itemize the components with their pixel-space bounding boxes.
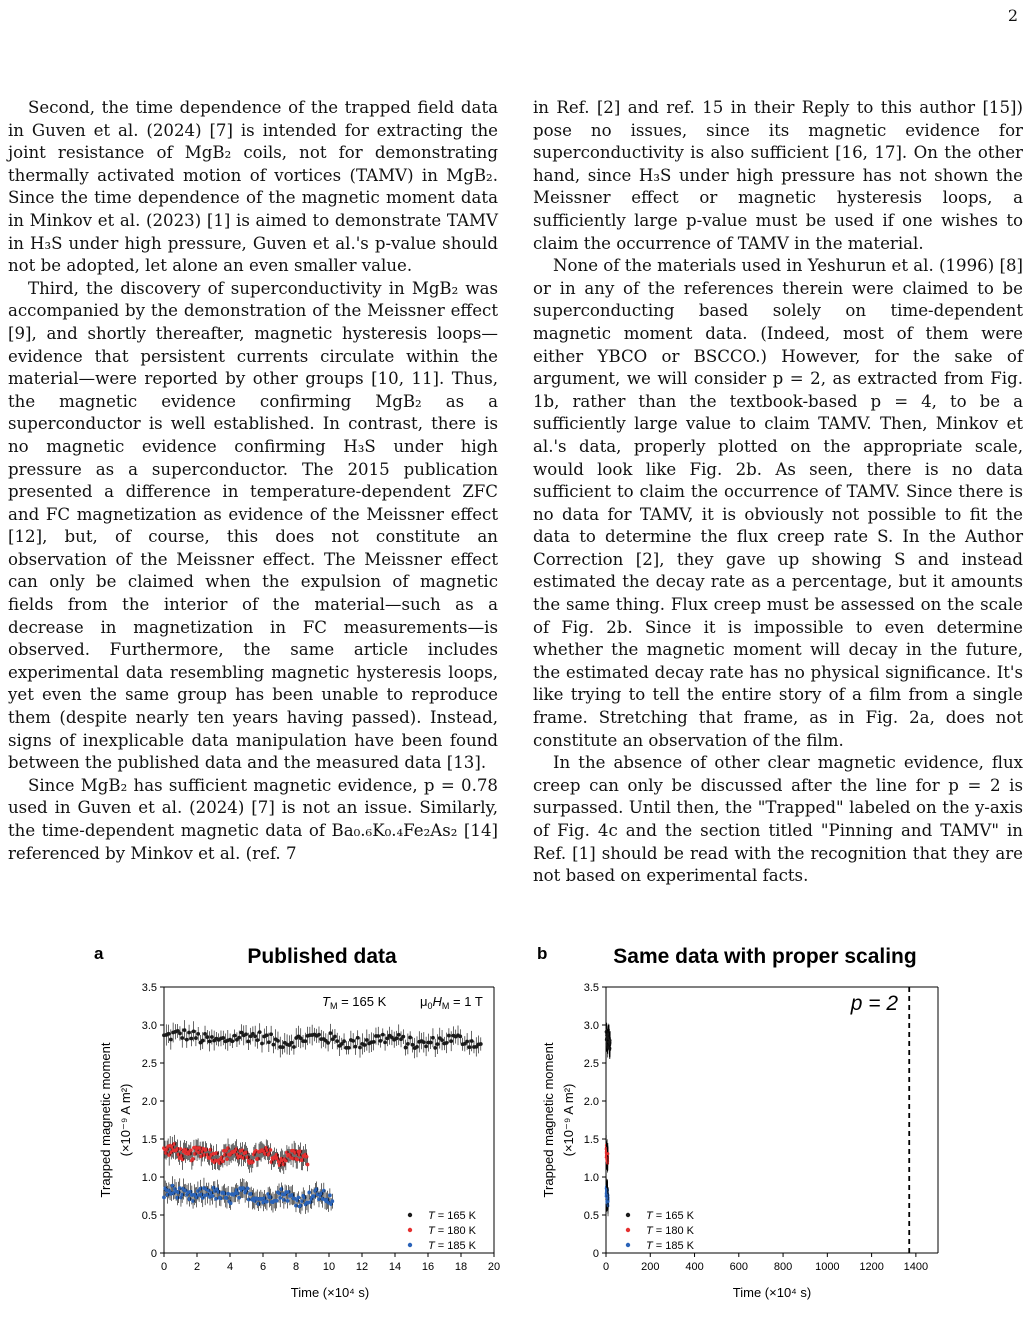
data-point <box>169 1038 173 1042</box>
data-point <box>269 1032 273 1036</box>
left-text-column <box>8 97 498 865</box>
data-point <box>422 1040 426 1044</box>
data-point <box>275 1199 279 1203</box>
data-point <box>397 1033 401 1037</box>
series-1 <box>605 1135 610 1173</box>
data-point <box>205 1035 209 1039</box>
data-point <box>431 1036 435 1040</box>
legend-marker <box>408 1243 412 1247</box>
data-point <box>246 1039 250 1043</box>
y-tick-label: 0 <box>150 1248 157 1260</box>
data-point <box>342 1039 346 1043</box>
data-point <box>268 1148 272 1152</box>
y-tick-label: 2.5 <box>141 1058 157 1070</box>
data-point <box>290 1041 294 1045</box>
data-point <box>607 1152 610 1155</box>
legend-marker <box>626 1228 630 1232</box>
data-point <box>196 1032 200 1036</box>
data-point <box>230 1039 234 1043</box>
legend-marker <box>626 1213 630 1217</box>
paragraph: None of the materials used in Yeshurun et al. (1996) [8] or in any of the references therein were claimed to be superconducting based solely on time-dependent magnetic moment data. (Indeed, most of them were either YBCO or BSCCO.) However, for the sake of argument, we will consider p = 2, as extracted from Fig. 1b, rather than the textbook-based p = 4, to be a sufficiently large value to claim TAMV. Then, Minkov et al.'s data, properly plotted on the appropriate scale, would look like Fig. 2b. As seen, there is no data sufficient to claim the occurrence of TAMV. Since there is no data for TAMV, it is obviously not possible to fit the data to determine the flux creep rate S. In the Author Correction [2], they gave up showing S and instead estimated the decay rate as a percentage, but it amounts the same thing. Flux creep must be assessed on the scale of Fig. 2b. Since it is impossible to even determine whether the magnetic moment will decay in the future, the estimated decay rate has no physical significance. It's like trying to tell the entire story of a film from a single frame. Stretching that frame, as in Fig. 2a, does not constitute an observation of the film. <box>533 256 1023 750</box>
data-point <box>404 1046 408 1050</box>
x-tick-label: 14 <box>388 1261 402 1273</box>
legend-label: T = 165 K <box>428 1210 477 1222</box>
data-point <box>208 1156 212 1160</box>
data-point <box>260 1042 264 1046</box>
data-point <box>347 1046 351 1050</box>
y-tick-label: 1.5 <box>141 1134 157 1146</box>
series-0 <box>162 1020 483 1058</box>
page-number: 2 <box>1007 6 1018 25</box>
data-point <box>306 1163 310 1167</box>
panel-a-ylabel-1: Trapped magnetic moment <box>98 1042 113 1198</box>
y-tick-label: 3.5 <box>141 982 157 994</box>
data-point <box>607 1200 610 1203</box>
data-point <box>436 1042 440 1046</box>
panel-a-ylabel-2: (×10⁻⁹ A m²) <box>118 1083 133 1157</box>
data-point <box>424 1045 428 1049</box>
data-point <box>383 1040 387 1044</box>
data-point <box>244 1032 248 1036</box>
right-text-column <box>533 97 1023 888</box>
x-tick-label: 8 <box>292 1261 300 1273</box>
data-point <box>445 1041 449 1045</box>
data-point <box>358 1046 362 1050</box>
data-point <box>415 1045 419 1049</box>
data-point <box>307 1191 311 1195</box>
data-point <box>265 1033 269 1037</box>
y-tick-label: 0.5 <box>583 1210 599 1222</box>
y-tick-label: 2.0 <box>583 1096 599 1108</box>
data-point <box>221 1036 225 1040</box>
x-tick-label: 0 <box>160 1261 168 1273</box>
data-point <box>333 1035 337 1039</box>
data-point <box>479 1042 483 1046</box>
data-point <box>609 1039 612 1042</box>
x-tick-label: 12 <box>355 1261 369 1273</box>
data-point <box>185 1038 189 1042</box>
data-point <box>276 1039 280 1043</box>
paragraph: Second, the time dependence of the trapped field data in Guven et al. (2024) [7] is intended for extracting the joint resistance of MgB₂ coils, not for demonstrating thermally activated motion of vortices (TAMV) in MgB₂. Since the time dependence of the magnetic moment data in Minkov et al. (2023) [1] is aimed to demonstrate TAMV in H₃S under high pressure, Guven et al.'s p-value should not be adopted, let alone an even smaller value. <box>8 98 498 276</box>
y-tick-label: 2.0 <box>141 1096 157 1108</box>
data-point <box>429 1041 433 1045</box>
data-point <box>246 1186 250 1190</box>
data-point <box>317 1033 321 1037</box>
data-point <box>303 1039 307 1043</box>
data-point <box>203 1032 207 1036</box>
panel-b-letter: b <box>537 944 548 963</box>
x-tick-label: 6 <box>259 1261 267 1273</box>
panel-b-ylabel-1: Trapped magnetic moment <box>541 1042 556 1198</box>
legend-marker <box>408 1228 412 1232</box>
panel-a-title: Published data <box>247 945 397 968</box>
data-point <box>356 1036 360 1040</box>
x-tick-label: 20 <box>487 1261 501 1273</box>
data-point <box>381 1033 385 1037</box>
data-point <box>225 1157 229 1161</box>
legend-label: T = 185 K <box>428 1240 477 1252</box>
legend-marker <box>626 1243 630 1247</box>
x-tick-label: 4 <box>226 1261 234 1273</box>
x-tick-label: 0 <box>602 1261 610 1273</box>
data-point <box>372 1040 376 1044</box>
paragraph: In the absence of other clear magnetic evidence, flux creep can only be discussed after the line for p = 2 is surpassed. Until then, the "Trapped" labeled on the y-axis of Fig. 4c and the section titled "Pinning and TAMV" in Ref. [1] should be read with the recognition that they are not based on experimental facts. <box>533 753 1023 886</box>
legend-label: T = 165 K <box>646 1210 695 1222</box>
data-point <box>267 1040 271 1044</box>
data-point <box>363 1043 367 1047</box>
data-point <box>401 1035 405 1039</box>
data-point <box>330 1199 334 1203</box>
legend-label: T = 185 K <box>646 1240 695 1252</box>
data-point <box>470 1039 474 1043</box>
data-point <box>468 1045 472 1049</box>
data-point <box>296 1196 300 1200</box>
x-tick-label: 400 <box>685 1261 704 1273</box>
data-point <box>328 1193 332 1197</box>
x-tick-label: 1000 <box>815 1261 840 1273</box>
panel-b-plot <box>584 982 938 1273</box>
panel-a-xlabel: Time (×10⁴ s) <box>290 1285 370 1300</box>
y-tick-label: 0 <box>592 1248 599 1260</box>
legend <box>408 1210 477 1252</box>
data-point <box>258 1030 262 1034</box>
x-tick-label: 800 <box>773 1261 793 1273</box>
data-point <box>237 1036 241 1040</box>
series-2 <box>162 1176 334 1214</box>
data-point <box>406 1042 410 1046</box>
panel-b-ylabel-2: (×10⁻⁹ A m²) <box>561 1083 576 1157</box>
data-point <box>180 1036 184 1040</box>
x-tick-label: 200 <box>641 1261 660 1273</box>
data-point <box>395 1036 399 1040</box>
data-point <box>211 1194 215 1198</box>
y-tick-label: 3.0 <box>141 1020 157 1032</box>
y-tick-label: 1.0 <box>141 1172 157 1184</box>
panel-a-letter: a <box>94 944 104 963</box>
figure-2 <box>0 930 1030 1310</box>
data-point <box>365 1038 369 1042</box>
panel-a-plot <box>142 982 500 1273</box>
data-point <box>162 1196 166 1200</box>
data-point <box>326 1041 330 1045</box>
panel-b-title: Same data with proper scaling <box>613 945 917 968</box>
data-point <box>191 1157 195 1161</box>
data-point <box>229 1201 233 1205</box>
paragraph: in Ref. [2] and ref. 15 in their Reply to this author [15]) pose no issues, since its magnetic evidence for superconductivity is also sufficient [16, 17]. On the other hand, since H₃S under high pressure has not shown the Meissner effect or magnetic hysteresis loops, a sufficiently large p-value must be used if one wishes to claim the occurrence of TAMV in the material. <box>533 98 1023 253</box>
data-point <box>376 1034 380 1038</box>
panel-b-p-label: p = 2 <box>850 992 898 1015</box>
y-tick-label: 3.0 <box>583 1020 599 1032</box>
x-tick-label: 2 <box>193 1261 201 1273</box>
data-point <box>256 1038 260 1042</box>
data-point <box>379 1039 383 1043</box>
data-point <box>335 1039 339 1043</box>
x-tick-label: 1200 <box>859 1261 884 1273</box>
data-point <box>328 1031 332 1035</box>
series-2 <box>605 1178 610 1216</box>
data-point <box>221 1159 225 1163</box>
data-point <box>465 1040 469 1044</box>
data-point <box>194 1036 198 1040</box>
data-point <box>286 1199 290 1203</box>
legend-label: T = 180 K <box>428 1225 477 1237</box>
paragraph: Since MgB₂ has sufficient magnetic evidence, p = 0.78 used in Guven et al. (2024) [7] is not an issue. Similarly, the time-dependent magnetic data of Ba₀.₆K₀.₄Fe₂As₂ [14] referenced by Minkov et al. (ref. 7 <box>8 775 498 863</box>
legend <box>626 1210 695 1252</box>
data-point <box>408 1036 412 1040</box>
data-point <box>192 1029 196 1033</box>
data-point <box>411 1043 415 1047</box>
data-point <box>201 1039 205 1043</box>
data-point <box>253 1034 257 1038</box>
x-tick-label: 18 <box>454 1261 468 1273</box>
data-point <box>178 1032 182 1036</box>
y-tick-label: 0.5 <box>141 1210 157 1222</box>
data-point <box>354 1045 358 1049</box>
data-point <box>271 1043 275 1047</box>
data-point <box>292 1045 296 1049</box>
x-tick-label: 16 <box>421 1261 435 1273</box>
data-point <box>278 1196 282 1200</box>
series-1 <box>162 1135 309 1174</box>
panel-b-xlabel: Time (×10⁴ s) <box>732 1285 812 1300</box>
data-point <box>281 1045 285 1049</box>
y-tick-label: 1.0 <box>583 1172 599 1184</box>
data-point <box>183 1028 187 1032</box>
panel-a-annotation-h: $\mu_0H_M = 1$ T <box>420 994 483 1011</box>
y-tick-label: 3.5 <box>583 982 599 994</box>
data-point <box>458 1034 462 1038</box>
paragraph: Third, the discovery of superconductivity in MgB₂ was accompanied by the demonstration of the Meissner effect [9], and shortly thereafter, magnetic hysteresis loops—evidence that persistent currents circulate within the material—were reported by other groups [10, 11]. Thus, the magnetic evidence confirming MgB₂ as a superconductor is well established. In contrast, there is no magnetic evidence confirming H₃S under high pressure as a superconductor. The 2015 publication presented a difference in temperature-dependent ZFC and FC magnetization as evidence of the Meissner effect [12], but, of course, this does not constitute an observation of the Meissner effect. The Meissner effect can only be claimed when the expulsion of magnetic fields from the interior of the material—such as a decrease in magnetization in FC measurements—is observed. Furthermore, the same article includes experimental data resembling magnetic hysteresis loops, yet even the same group has been unable to reproduce them (despite nearly ten years having passed). Instead, signs of inexplicable data manipulation have been found between the published data and the measured data [13]. <box>8 278 498 773</box>
legend-label: T = 180 K <box>646 1225 695 1237</box>
data-point <box>233 1034 237 1038</box>
data-point <box>210 1035 214 1039</box>
data-point <box>208 1039 212 1043</box>
panel-a-annotation-t: $T_M = 165$ K <box>322 994 387 1011</box>
data-point <box>440 1038 444 1042</box>
data-point <box>187 1031 191 1035</box>
data-point <box>447 1034 451 1038</box>
x-tick-label: 10 <box>322 1261 336 1273</box>
data-point <box>433 1046 437 1050</box>
y-tick-label: 2.5 <box>583 1058 599 1070</box>
legend-marker <box>408 1213 412 1217</box>
x-tick-label: 1400 <box>903 1261 929 1273</box>
data-point <box>189 1037 193 1041</box>
data-point <box>351 1039 355 1043</box>
data-point <box>167 1032 171 1036</box>
x-tick-label: 600 <box>729 1261 748 1273</box>
data-point <box>449 1039 453 1043</box>
y-tick-label: 1.5 <box>583 1134 599 1146</box>
